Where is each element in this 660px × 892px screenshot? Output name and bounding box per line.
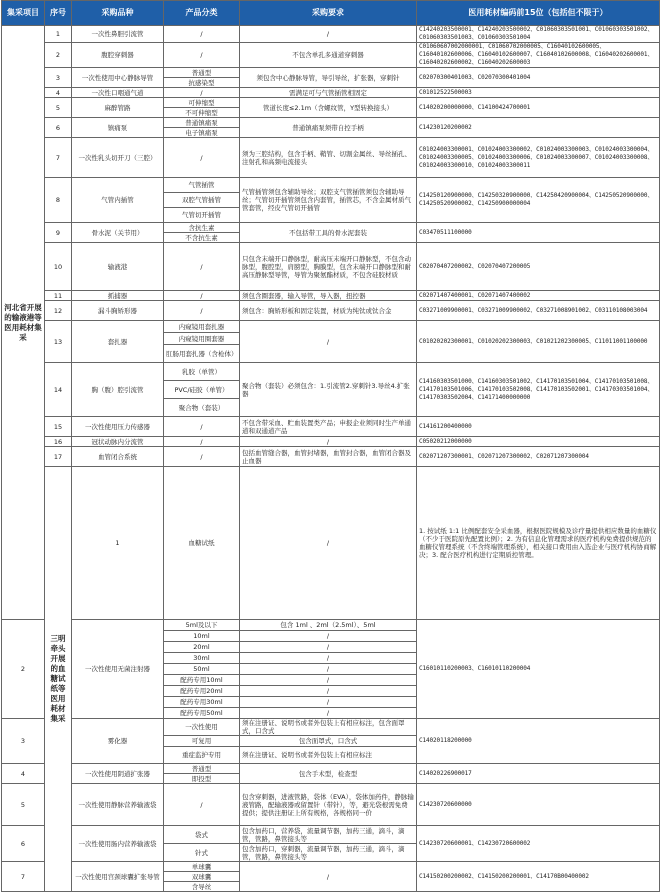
requirement-cell: 须包含圈套器，输入导管，导入器，扭控器 bbox=[240, 291, 417, 301]
variety-cell: 一次性鼻胆引流管 bbox=[72, 26, 164, 43]
requirement-cell: / bbox=[240, 653, 417, 664]
category-cell: 气管插管 bbox=[164, 178, 240, 193]
header-seq: 序号 bbox=[45, 1, 72, 26]
requirement-cell: 包括血管缝合器，血管封堵器，血管封合器，血管闭合器及止血器 bbox=[240, 447, 417, 467]
requirement-cell: 1. 按试纸 1:1 比例配套安全采血器，根据医院规模及诊疗量提供相应数量的血糖仪（不少于医院原先配置比例）；2. 为有信息化管理需求的医疗机构免费提供规范的血糖仪管理系统（不含终端管理系统），相关接口费用由入选企业与医疗机构协商解决；3. 配合医疗机构进行定期质控管理。 bbox=[417, 467, 660, 620]
requirement-cell: 包含手术型，检查型 bbox=[240, 764, 417, 784]
category-cell: 不可伸缩型 bbox=[164, 108, 240, 118]
variety-cell: 骨水泥（关节用） bbox=[72, 223, 164, 243]
code-cell: C01012522500003 bbox=[417, 88, 660, 98]
table-row bbox=[2, 620, 660, 631]
category-cell: / bbox=[164, 417, 240, 437]
code-cell: C03271009900001、C03271009900002、C03271008901002、C03110108003004 bbox=[417, 301, 660, 321]
code-cell: C14230720600000 bbox=[417, 784, 660, 826]
seq-cell: 15 bbox=[45, 417, 72, 437]
requirement-cell: / bbox=[240, 631, 417, 642]
seq-cell: 5 bbox=[45, 98, 72, 118]
category-cell: 配药专用20ml bbox=[164, 686, 240, 697]
variety-cell: 一次性使用中心静脉导管 bbox=[72, 68, 164, 88]
seq-cell: 9 bbox=[45, 223, 72, 243]
category-cell: 抗感染型 bbox=[164, 78, 240, 88]
category-cell: / bbox=[164, 43, 240, 68]
seq-cell: 13 bbox=[45, 321, 72, 363]
seq-cell: 16 bbox=[45, 437, 72, 447]
code-cell: C14160303501000、C14160303501002、C14170103501004、C14170103501008、C14170103501006、C14170103502008、C14170103502001、C14170303501004、C14170303502004、C14171400000000 bbox=[417, 363, 660, 417]
code-cell: C14150200200002、C14150200200001、C14170B00400002 bbox=[417, 862, 660, 892]
category-cell: 普通镇痛泵 bbox=[164, 118, 240, 128]
code-cell: C01020202300001、C01020202300003、C01021202300005、C11011001100000 bbox=[417, 321, 660, 363]
variety-cell: 抓捕器 bbox=[72, 291, 164, 301]
code-cell: C05020212000000 bbox=[417, 437, 660, 447]
variety-cell: 一次性使用肠内营养输液袋 bbox=[72, 826, 164, 862]
seq-cell: 8 bbox=[45, 178, 72, 223]
category-cell: 双球囊 bbox=[164, 872, 240, 882]
seq-cell: 6 bbox=[2, 826, 45, 862]
code-cell: C14020226900017 bbox=[417, 764, 660, 784]
category-cell: / bbox=[164, 26, 240, 43]
requirement-cell: 不包括带工具的骨水泥套装 bbox=[240, 223, 417, 243]
requirement-cell: / bbox=[240, 321, 417, 363]
category-cell: / bbox=[164, 301, 240, 321]
table-row bbox=[2, 363, 660, 381]
table-row bbox=[2, 467, 660, 620]
seq-cell: 7 bbox=[45, 138, 72, 178]
table-row bbox=[2, 88, 660, 98]
variety-cell: 镇痛泵 bbox=[72, 118, 164, 138]
table-row bbox=[2, 243, 660, 291]
header-row bbox=[2, 1, 660, 26]
variety-cell: 一次性乳头切开刀（三腔） bbox=[72, 138, 164, 178]
seq-cell: 7 bbox=[2, 862, 45, 892]
category-cell: 含导丝 bbox=[164, 882, 240, 892]
procurement-table bbox=[1, 0, 660, 892]
requirement-cell: / bbox=[240, 675, 417, 686]
table-row bbox=[2, 862, 660, 872]
variety-cell: 一次性使用阴道扩张器 bbox=[72, 764, 164, 784]
table-row bbox=[2, 138, 660, 178]
header-variety: 采购品种 bbox=[72, 1, 164, 26]
category-cell: / bbox=[240, 467, 417, 620]
seq-cell: 11 bbox=[45, 291, 72, 301]
requirement-cell: 包含加药口，穿刺器，流量调节器，加药三通，滴斗，滴管，管路，鼻管接头等 bbox=[240, 844, 417, 862]
category-cell: 配药专用10ml bbox=[164, 675, 240, 686]
category-cell: 普通型 bbox=[164, 68, 240, 78]
code-cell: C02071207300001、C02071207300002、C02071207300004 bbox=[417, 447, 660, 467]
variety-cell: 套扎器 bbox=[72, 321, 164, 363]
requirement-cell: 管道长度≤2.1m（含螺纹管，Y型转换接头） bbox=[240, 98, 417, 118]
table-row bbox=[2, 826, 660, 844]
variety-cell: 一次性使用压力传感器 bbox=[72, 417, 164, 437]
requirement-cell: 须包含中心静脉导管，导引导丝，扩张器，穿刺针 bbox=[240, 68, 417, 88]
variety-cell: 腹腔穿刺器 bbox=[72, 43, 164, 68]
requirement-cell: 不包含带采血、贮血装置类产品；申报企业须同时生产单通道和双通道产品 bbox=[240, 417, 417, 437]
seq-cell: 2 bbox=[45, 43, 72, 68]
requirement-cell: / bbox=[240, 664, 417, 675]
code-cell: C14230120200002 bbox=[417, 118, 660, 138]
category-cell: 内窥镜用套扎器 bbox=[164, 321, 240, 333]
requirement-cell: 须为三腔结构，包含手柄、鞘管、切割金属丝、导丝插孔、注射孔和高频电流接头 bbox=[240, 138, 417, 178]
code-cell: C16010110200003、C16010110200004 bbox=[417, 620, 660, 719]
requirement-cell: / bbox=[240, 862, 417, 892]
group-label-sanming: 三明牵头开展的血糖试纸等医用耗材集采 bbox=[45, 467, 72, 892]
table-row bbox=[2, 417, 660, 437]
requirement-cell: 需满足可与气管插管相固定 bbox=[240, 88, 417, 98]
category-cell: 电子镇痛泵 bbox=[164, 128, 240, 138]
code-cell: C01060607002000001、C01060702000005、C16040102600005、C16040102600006、C16040102600007、C16040102600008、C16040202600001、C16040202600002、C16040202600003 bbox=[417, 43, 660, 68]
category-cell: 肛肠用套扎器（含枪体） bbox=[164, 345, 240, 363]
requirement-cell: 须包含：胸矫形板和固定装置，材质为纯钛或钛合金 bbox=[240, 301, 417, 321]
requirement-cell: / bbox=[240, 686, 417, 697]
category-cell: 不含抗生素 bbox=[164, 233, 240, 243]
seq-cell: 6 bbox=[45, 118, 72, 138]
code-cell: C14240203500001、C14240203500002、C01060303501001、C01060303501002、C01060303501003、C01060303501004 bbox=[417, 26, 660, 43]
table-row bbox=[2, 764, 660, 774]
category-cell: 可复用 bbox=[164, 736, 240, 747]
header-code: 医用耗材编码前15位（包括但不限于） bbox=[417, 1, 660, 26]
category-cell: / bbox=[164, 88, 240, 98]
table-row bbox=[2, 321, 660, 333]
variety-cell: 漏斗胸矫形器 bbox=[72, 301, 164, 321]
table-row bbox=[2, 291, 660, 301]
table-row bbox=[2, 223, 660, 233]
category-cell: / bbox=[164, 138, 240, 178]
category-cell: 聚合物（套装） bbox=[164, 399, 240, 417]
seq-cell: 4 bbox=[2, 764, 45, 784]
category-cell: / bbox=[164, 437, 240, 447]
variety-cell: 一次性使用静脉营养输液袋 bbox=[72, 784, 164, 826]
variety-cell: 血糖试纸 bbox=[164, 467, 240, 620]
category-cell: 30ml bbox=[164, 653, 240, 664]
requirement-cell: 普通镇痛泵须带自控手柄 bbox=[240, 118, 417, 138]
requirement-cell: 包含 1ml 、2ml（2.5ml）、5ml bbox=[240, 620, 417, 631]
requirement-cell: / bbox=[240, 642, 417, 653]
variety-cell: 胸（腹）腔引流管 bbox=[72, 363, 164, 417]
seq-cell: 10 bbox=[45, 243, 72, 291]
table-row bbox=[2, 118, 660, 128]
seq-cell: 2 bbox=[2, 620, 45, 719]
category-cell: 重症监护专用 bbox=[164, 747, 240, 764]
header-requirement: 采购要求 bbox=[240, 1, 417, 26]
seq-cell: 1 bbox=[72, 467, 164, 620]
variety-cell: 输液港 bbox=[72, 243, 164, 291]
category-cell: / bbox=[164, 784, 240, 826]
table-row bbox=[2, 437, 660, 447]
variety-cell: 一次性使用宫颈球囊扩张导管 bbox=[72, 862, 164, 892]
variety-cell: 血管闭合系统 bbox=[72, 447, 164, 467]
category-cell: 可伸缩型 bbox=[164, 98, 240, 108]
variety-cell: 一次性口咽通气道 bbox=[72, 88, 164, 98]
table-row bbox=[2, 26, 660, 43]
code-cell: C14020118200000 bbox=[417, 719, 660, 764]
table-row bbox=[2, 447, 660, 467]
seq-cell: 5 bbox=[2, 784, 45, 826]
category-cell: 内窥镜用圈套器 bbox=[164, 333, 240, 345]
seq-cell: 14 bbox=[45, 363, 72, 417]
table-row bbox=[2, 301, 660, 321]
category-cell: / bbox=[164, 447, 240, 467]
seq-cell: 17 bbox=[45, 447, 72, 467]
category-cell: 乳胶（单管） bbox=[164, 363, 240, 381]
table-row bbox=[2, 68, 660, 78]
category-cell: 含抗生素 bbox=[164, 223, 240, 233]
group-label-hebei: 河北省开展的输液港等医用耗材集采 bbox=[2, 26, 45, 620]
table-row bbox=[2, 178, 660, 193]
variety-cell: 气管内插管 bbox=[72, 178, 164, 223]
header-category: 产品分类 bbox=[164, 1, 240, 26]
code-cell: C03470511100000 bbox=[417, 223, 660, 243]
code-cell: C02070407200002、C02070407200005 bbox=[417, 243, 660, 291]
code-cell: C02071407400001、C02071407400002 bbox=[417, 291, 660, 301]
category-cell: 5ml及以下 bbox=[164, 620, 240, 631]
category-cell: PVC/硅胶（单管） bbox=[164, 381, 240, 399]
category-cell: 20ml bbox=[164, 642, 240, 653]
requirement-cell: / bbox=[240, 437, 417, 447]
code-cell: C14161200400000 bbox=[417, 417, 660, 437]
variety-cell: 麻醉管路 bbox=[72, 98, 164, 118]
variety-cell: 一次性使用无菌注射器 bbox=[72, 620, 164, 719]
requirement-cell: / bbox=[240, 708, 417, 719]
category-cell: 10ml bbox=[164, 631, 240, 642]
variety-cell: 冠状动脉内分流管 bbox=[72, 437, 164, 447]
requirement-cell: 须在注册证、说明书或者外包装上有相应标注，包含面罩式，口含式 bbox=[240, 719, 417, 736]
requirement-cell: 气管插管须包含辅助导丝；双腔支气管插管须包含辅助导丝；气管切开插管须包含内套管，插管芯，不含金属材质气管套管，经皮气管切开插管 bbox=[240, 178, 417, 223]
table-row bbox=[2, 719, 660, 736]
category-cell: 单球囊 bbox=[164, 862, 240, 872]
variety-cell: 雾化器 bbox=[72, 719, 164, 764]
requirement-cell: / bbox=[240, 26, 417, 43]
category-cell: / bbox=[164, 243, 240, 291]
table-row bbox=[2, 98, 660, 108]
requirement-cell: 聚合物（套装）必须包含：1.引流管2.穿刺针3.导丝4.扩张器 bbox=[240, 363, 417, 417]
category-cell: 针式 bbox=[164, 844, 240, 862]
requirement-cell: 包含加药口，营养袋，流量调节器，加药三通，滴斗，滴管，管路，鼻管接头等 bbox=[240, 826, 417, 844]
seq-cell: 3 bbox=[2, 719, 45, 764]
category-cell: 配药专用30ml bbox=[164, 697, 240, 708]
category-cell: 袋式 bbox=[164, 826, 240, 844]
seq-cell: 3 bbox=[45, 68, 72, 88]
code-cell: C14020200000000、C14100424700001 bbox=[417, 98, 660, 118]
category-cell: 50ml bbox=[164, 664, 240, 675]
seq-cell: 12 bbox=[45, 301, 72, 321]
table-row bbox=[2, 784, 660, 826]
seq-cell: 1 bbox=[45, 26, 72, 43]
code-cell: C14230720600001、C14230720600002 bbox=[417, 826, 660, 862]
category-cell: 普通型 bbox=[164, 764, 240, 774]
table-row bbox=[2, 43, 660, 68]
category-cell: 一次性使用 bbox=[164, 719, 240, 736]
category-cell: 气管切开插管 bbox=[164, 208, 240, 223]
requirement-cell: 不包含单孔多通道穿刺器 bbox=[240, 43, 417, 68]
requirement-cell: 包含穿刺器，进液管路，袋体（EVA），袋体加药件，静脉输液管路，配输液器或留置针（带针），等，避光袋根需免费提供；提供注册证上所有规格，各规格同一价 bbox=[240, 784, 417, 826]
code-cell: C14250120900000、C14250320900000、C14250420900004、C14250520900000、C14250520900002、C14250900000004 bbox=[417, 178, 660, 223]
requirement-cell: 包含面罩式，口含式 bbox=[240, 736, 417, 747]
requirement-cell: / bbox=[240, 697, 417, 708]
header-project: 集采项目 bbox=[2, 1, 45, 26]
category-cell: 配药专用50ml bbox=[164, 708, 240, 719]
requirement-cell: 只包含末端开口静脉型，耐高压末端开口静脉型，不包含动脉型，腹腔型，肩膀型，胸膜型，包含末端开口静脉型和耐高压静脉型导管，导管为聚氨酯材质，不包含硅胶材质 bbox=[240, 243, 417, 291]
seq-cell: 4 bbox=[45, 88, 72, 98]
category-cell: / bbox=[164, 291, 240, 301]
category-cell: 即投型 bbox=[164, 774, 240, 784]
category-cell: 双腔气管插管 bbox=[164, 193, 240, 208]
code-cell: C01024003300001、C01024003300002、C01024003300003、C01024003300004、C01024003300005、C01024003300006、C01024003300007、C01024003300008、C01024003300010、C01024003300011 bbox=[417, 138, 660, 178]
requirement-cell: 须在注册证、说明书或者外包装上有相应标注 bbox=[240, 747, 417, 764]
code-cell: C02070300401003、C02070300401004 bbox=[417, 68, 660, 88]
